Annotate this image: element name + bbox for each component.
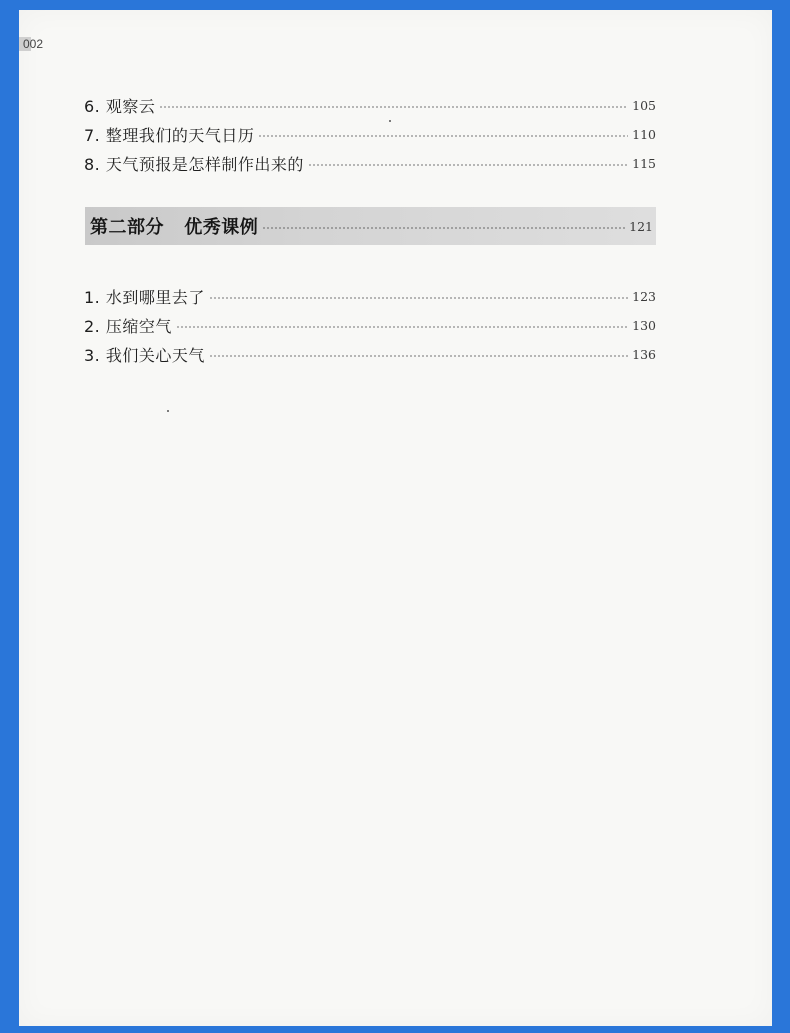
toc-entry	[84, 313, 656, 337]
toc-entry-page: 136	[632, 346, 656, 362]
section-title: 第二部分 优秀课例	[90, 217, 259, 238]
toc-entry	[84, 122, 656, 146]
toc-entry-page: 105	[632, 97, 656, 113]
leader-dots	[258, 135, 628, 137]
toc-entry	[84, 342, 656, 366]
toc-entry-title: 3. 我们关心天气	[84, 345, 205, 365]
leader-dots	[176, 326, 628, 328]
toc-entry-title: 2. 压缩空气	[84, 316, 172, 336]
toc-entry	[84, 93, 656, 117]
leader-dots	[262, 227, 625, 229]
section-page: 121	[629, 218, 653, 234]
toc-entry-page: 115	[632, 155, 656, 171]
leader-dots	[308, 164, 628, 166]
print-speck	[167, 410, 169, 412]
toc-entry	[84, 284, 656, 308]
toc-entry-title: 7. 整理我们的天气日历	[84, 125, 255, 145]
toc-entry-title: 8. 天气预报是怎样制作出来的	[84, 154, 304, 174]
print-speck	[389, 120, 391, 122]
toc-entry-page: 123	[632, 288, 656, 304]
leader-dots	[209, 355, 628, 357]
leader-dots	[159, 106, 628, 108]
toc-entry-title: 1. 水到哪里去了	[84, 287, 205, 307]
toc-entry-page: 130	[632, 317, 656, 333]
page-number: 002	[19, 37, 47, 51]
section-heading	[85, 207, 656, 245]
book-page	[19, 10, 772, 1026]
toc-entry-title: 6. 观察云	[84, 96, 156, 116]
toc-entry	[84, 151, 656, 175]
toc-entry-page: 110	[632, 126, 656, 142]
leader-dots	[209, 297, 628, 299]
